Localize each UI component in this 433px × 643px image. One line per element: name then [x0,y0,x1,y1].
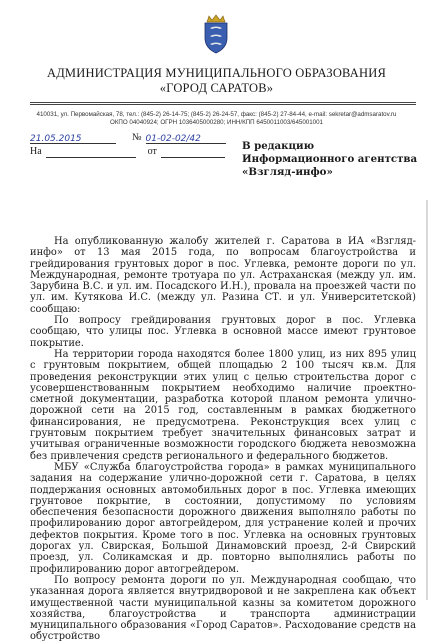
registration-line: ОКПО 04040924; ОГРН 1036405000280; ИНН/КПП 6450011003/645001001 [110,119,323,126]
body-paragraph: На опубликованную жалобу жителей г. Саратова в ИА «Взгляд-инфо» от 13 мая 2015 года, по вопросам благоустройства и грейдирования грунтовых дорог в пос. Углевка, ремонте дороги по ул. Международная, ремонте тротуара по ул. Астраханская (между ул. им. Зарубина В.С. и ул. им. Посадского И.Н.), провала на проезжей части по ул. им. Кутякова И.С. (между ул. Разина СТ. и ул. Университетской) сообщаю: [30,236,416,315]
date-value: 21.05.2015 [30,134,82,144]
reference-row [30,144,226,158]
address-line: 410031, ул. Первомайская, 78, тел.: (845-2) 26-14-75; (845-2) 26-24-57, факс: (845-2) 27-84-44, e-mail: sekretar@admsaratov.ru [36,111,397,118]
organization-address [0,111,433,127]
date-number-row [30,130,226,144]
header-rule [30,102,416,103]
body-paragraph: На территории города находятся более 1800 улиц, из них 895 улиц с грунтовым покрытием, общей площадью 2 100 тысяч кв.м. Для проведения реконструкции этих улиц с целью строительства дорог с усовершенствованным покрытием необходимо наличие проектно-сметной документации, разработка которой планом ремонта улично-дорожной сети на 2015 год, составленным в рамках бюджетного финансирования, не предусмотрена. Реконструкция всех улиц с грунтовым покрытием требует значительных финансовых затрат и учитывая ограниченные возможности городского бюджета невозможна без привлечения средств регионального и федерального бюджетов. [30,348,416,462]
number-label: № [132,132,142,143]
organization-title [0,66,433,96]
body-paragraph: МБУ «Служба благоустройства города» в рамках муниципального задания на содержание улично-дорожной сети г. Саратова, в целях поддержания основных автомобильных дорог в пос. Углевка имеющих грунтовое покрытие, в состоянии, допустимому по условиям обеспечения безопасности дорожного движения выполняло работы по профилированию дорог автогрейдером, для устранение колей и прочих дефектов покрытия. Кроме того в пос. Углевка на основных грунтовых дорогах ул. Свирская, Большой Динамовский проезд, 2-й Свирский проезд, ул. Соликамская и др. повторно выполнялись работы по профилированию дорог автогрейдером. [30,461,416,575]
date-field [30,133,116,144]
scan-edge-mark [423,200,431,600]
organization-title-line2: «ГОРОД САРАТОВ» [159,81,274,95]
addressee-line3: «Взгляд-инфо» [242,166,333,178]
coat-of-arms-icon [200,14,232,54]
organization-title-line1: АДМИНИСТРАЦИЯ МУНИЦИПАЛЬНОГО ОБРАЗОВАНИЯ [46,66,387,80]
addressee-block [242,140,417,179]
addressee-line2: Информационного агентства [242,153,418,165]
number-value: 01-02-02/42 [145,134,201,144]
number-field [146,133,226,144]
body-paragraph: По вопросу грейдирования грунтовых дорог в пос. Углевка сообщаю, что улицы пос. Углевка в основной массе имеют грунтовое покрытие. [30,315,416,349]
header-rule [30,104,416,105]
body-paragraph: По вопросу ремонта дороги по ул. Международная сообщаю, что указанная дорога является внутридворовой и не закреплена как объект имущественной части муниципальной казны за комитетом дорожного хозяйства, благоустройства и транспорта администрации муниципального образования «Город Саратов». Расходование средств на обустройство [30,574,416,643]
addressee-line1: В редакцию [242,140,315,152]
from-field [161,147,225,158]
letter-body [30,236,416,643]
reference-field [46,147,136,158]
letter-meta [30,130,226,158]
from-label: от [147,146,157,157]
reference-label: На [30,146,42,157]
